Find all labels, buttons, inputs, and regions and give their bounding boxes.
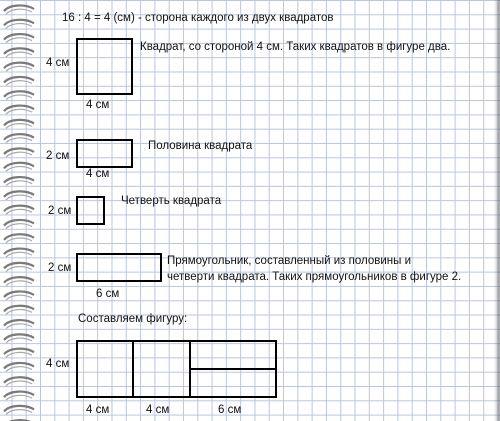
spiral-coil [4, 363, 34, 369]
quarter-square-shape [76, 196, 105, 225]
spiral-coil [4, 20, 34, 26]
spiral-coil [4, 306, 34, 312]
spiral-coil-shade [6, 267, 32, 272]
rectangle-shape [76, 253, 162, 282]
composed-divider-1 [132, 340, 134, 398]
spiral-coil [4, 334, 34, 340]
spiral-coil-shade [6, 238, 32, 243]
quarter-side-label: 2 см [48, 205, 72, 217]
square-shape [76, 38, 133, 95]
composed-divider-3 [189, 368, 277, 370]
spiral-coil [4, 206, 34, 212]
spiral-coil-shade [6, 24, 32, 29]
spiral-coil-shade [6, 281, 32, 286]
spiral-coil [4, 377, 34, 383]
quarter-caption: Четверть квадрата [121, 195, 222, 207]
spiral-coil-shade [6, 181, 32, 186]
spiral-coil [4, 406, 34, 412]
spiral-coil-shade [6, 152, 32, 157]
spiral-coil [4, 349, 34, 355]
rectangle-caption-line1: Прямоугольник, составленный из половины и [167, 255, 412, 267]
spiral-coil [4, 291, 34, 297]
spiral-coil [4, 234, 34, 240]
spiral-coil-shade [6, 252, 32, 257]
square-side-label: 4 см [46, 57, 70, 69]
spiral-coil-shade [6, 324, 32, 329]
spiral-coil [4, 106, 34, 112]
spiral-coil-shade [6, 209, 32, 214]
half-bottom-label: 4 см [86, 168, 110, 180]
spiral-coil [4, 5, 34, 11]
spiral-coil-shade [6, 66, 32, 71]
spiral-coil [4, 392, 34, 398]
rectangle-caption-line2: четверти квадрата. Таких прямоугольников в фигуре 2. [167, 271, 462, 283]
spiral-coil [4, 120, 34, 126]
square-bottom-label: 4 см [86, 99, 110, 111]
notebook-spiral [0, 0, 40, 421]
spiral-coil [4, 163, 34, 169]
spiral-coil-shade [6, 224, 32, 229]
spiral-coil [4, 277, 34, 283]
rectangle-side-label: 2 см [48, 262, 72, 274]
spiral-coil-shade [6, 352, 32, 357]
spiral-coil [4, 91, 34, 97]
spiral-coil-shade [6, 310, 32, 315]
spiral-coil [4, 320, 34, 326]
spiral-coil [4, 263, 34, 269]
spiral-coil [4, 148, 34, 154]
spiral-coil-shade [6, 124, 32, 129]
spiral-coil-shade [6, 410, 32, 415]
spiral-coil-shade [6, 109, 32, 114]
spiral-coil [4, 220, 34, 226]
spiral-coil [4, 48, 34, 54]
compose-bottom-label-1: 4 см [86, 404, 110, 416]
spiral-coil [4, 77, 34, 83]
compose-side-label: 4 см [46, 358, 70, 370]
spiral-coil [4, 134, 34, 140]
spiral-coil-shade [6, 138, 32, 143]
rectangle-bottom-label: 6 см [96, 288, 120, 300]
spiral-coil-shade [6, 38, 32, 43]
spiral-coil-shade [6, 338, 32, 343]
spiral-coil-shade [6, 367, 32, 372]
spiral-coil-shade [6, 9, 32, 14]
spiral-coil-shade [6, 81, 32, 86]
spiral-coil [4, 177, 34, 183]
square-caption: Квадрат, со стороной 4 см. Таких квадратов в фигуре два. [140, 41, 451, 53]
spiral-coil-shade [6, 395, 32, 400]
spiral-coil-shade [6, 381, 32, 386]
compose-title: Составляем фигуру: [78, 313, 188, 325]
compose-bottom-label-3: 6 см [218, 404, 242, 416]
spiral-coil [4, 191, 34, 197]
spiral-coil-shade [6, 95, 32, 100]
half-side-label: 2 см [46, 150, 70, 162]
spiral-coil [4, 249, 34, 255]
compose-bottom-label-2: 4 см [146, 404, 170, 416]
spiral-coil [4, 34, 34, 40]
page-edge-shadow [494, 0, 500, 421]
spiral-coil [4, 63, 34, 69]
spiral-coil-shade [6, 195, 32, 200]
spiral-coil-shade [6, 52, 32, 57]
spiral-coil-shade [6, 167, 32, 172]
header-text: 16 : 4 = 4 (см) - сторона каждого из двух квадратов [62, 12, 334, 24]
half-caption: Половина квадрата [148, 140, 253, 152]
half-square-shape [76, 139, 133, 168]
spiral-coil-shade [6, 295, 32, 300]
